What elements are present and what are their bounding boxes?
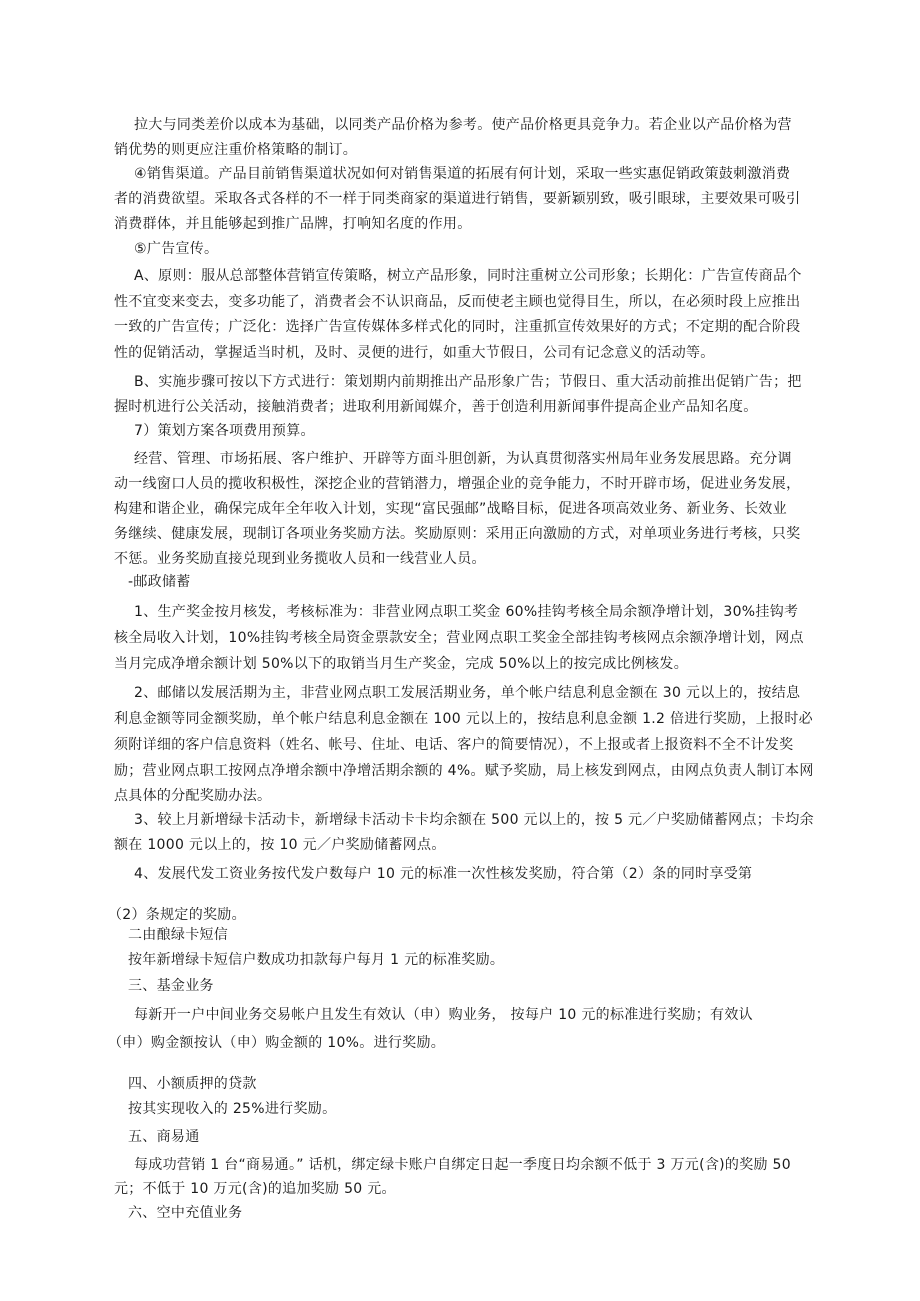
text-line: 元；不低于 10 万元(含)的追加奖励 50 元。	[114, 1181, 396, 1197]
text-line: 性的促销活动，掌握适当时机，及时、灵便的进行，如重大节假日，公司有记念意义的活动等。	[114, 345, 715, 361]
text-line: 者的消费欲望。采取各式各样的不一样于同类商家的渠道进行销售，要新颖别致，吸引眼球，主要效果可吸引	[114, 191, 801, 207]
text-line: （2）条规定的奖励。	[108, 907, 246, 923]
text-line: 动一线窗口人员的揽收积极性，深挖企业的营销潜力，增强企业的竞争能力，不时开辟市场，促进业务发展，	[114, 476, 801, 492]
text-line: ⑤广告宣传。	[134, 241, 219, 257]
text-line: 销优势的则更应注重价格策略的制订。	[114, 142, 358, 158]
text-line: A、原则：服从总部整体营销宣传策略，树立产品形象，同时注重树立公司形象；长期化：广告宣传商品个	[134, 268, 802, 284]
text-line: 额在 1000 元以上的，按 10 元／户奖励储蓄网点。	[114, 837, 446, 853]
text-line: 点具体的分配奖励办法。	[114, 788, 272, 804]
text-line: 握时机进行公关活动，接触消费者；进取利用新闻媒介，善于创造利用新闻事件提高企业产品知名度。	[114, 399, 758, 415]
text-line: 一致的广告宣传；广泛化：选择广告宣传媒体多样式化的同时，注重抓宣传效果好的方式；不定期的配合阶段	[114, 319, 801, 335]
text-line: 消费群体，并且能够起到推广品牌，打响知名度的作用。	[114, 216, 472, 232]
text-line: 务继续、健康发展，现制订各项业务奖励方法。奖励原则：采用正向激励的方式，对单项业务进行考核，只奖	[114, 526, 801, 542]
text-line: 按年新增绿卡短信户数成功扣款每户每月 1 元的标准奖励。	[128, 952, 505, 968]
text-line: 构建和谐企业，确保完成年全年收入计划，实现“富民强邮”战略目标，促进各项高效业务、新业务、长效业	[114, 501, 787, 517]
section-heading: 五、商易通	[128, 1129, 200, 1145]
text-line: 7）策划方案各项费用预算。	[134, 423, 315, 439]
text-line: 经营、管理、市场拓展、客户维护、开辟等方面斗胆创新，为认真贯彻落实州局年业务发展思路。充分调	[134, 451, 792, 467]
text-line: 性不宜变来变去，变多功能了，消费者会不认识商品，反而使老主顾也觉得目生，所以，在必须时段上应推出	[114, 294, 801, 310]
text-line: 4、发展代发工资业务按代发户数每户 10 元的标准一次性核发奖励，符合第（2）条的同时享受第	[134, 866, 753, 882]
section-heading: 二由酿绿卡短信	[128, 927, 229, 943]
text-line: 每成功营销 1 台“商易通。” 话机，绑定绿卡账户自绑定日起一季度日均余额不低于 3 万元(含)的奖励 50	[134, 1157, 791, 1173]
text-line: 当月完成净增余额计划 50%以下的取销当月生产奖金，完成 50%以上的按完成比例核发。	[114, 656, 689, 672]
text-line: 1、生产奖金按月核发，考核标准为：非营业网点职工奖金 60%挂钩考核全局余额净增计划，30%挂钩考	[134, 604, 799, 620]
text-line: 每新开一户中间业务交易帐户且发生有效认（申）购业务， 按每户 10 元的标准进行奖励；有效认	[134, 1007, 753, 1023]
section-heading: -邮政储蓄	[128, 574, 191, 590]
text-line: 按其实现收入的 25%进行奖励。	[128, 1101, 337, 1117]
section-heading: 四、小额质押的贷款	[128, 1076, 257, 1092]
section-heading: 六、空中充值业务	[128, 1205, 243, 1221]
text-line: 2、邮储以发展活期为主，非营业网点职工发展活期业务，单个帐户结息利息金额在 30 元以上的，按结息	[134, 685, 801, 701]
text-line: 核全局收入计划，10%挂钩考核全局资金票款安全；营业网点职工奖金全部挂钩考核网点余额净增计划，网点	[114, 630, 804, 646]
text-line: 利息金额等同金额奖励，单个帐户结息利息金额在 100 元以上的，按结息利息金额 1.2 倍进行奖励，上报时必	[114, 711, 813, 727]
text-line: ④销售渠道。产品目前销售渠道状况如何对销售渠道的拓展有何计划，采取一些实惠促销政策鼓刺激消费	[134, 166, 791, 182]
text-line: 须附详细的客户信息资料（姓名、帐号、住址、电话、客户的简要情况），不上报或者上报资料不全不计发奖	[114, 737, 794, 753]
text-line: 3、较上月新增绿卡活动卡，新增绿卡活动卡卡均余额在 500 元以上的，按 5 元／户奖励储蓄网点；卡均余	[134, 812, 814, 828]
text-line: B、实施步骤可按以下方式进行：策划期内前期推出产品形象广告；节假日、重大活动前推出促销广告；把	[134, 374, 802, 390]
section-heading: 三、基金业务	[128, 978, 214, 994]
text-line: 拉大与同类差价以成本为基础，以同类产品价格为参考。使产品价格更具竞争力。若企业以产品价格为营	[134, 117, 792, 133]
text-line: （申）购金额按认（申）购金额的 10%。进行奖励。	[108, 1035, 446, 1051]
text-line: 励；营业网点职工按网点净增余额中净增活期余额的 4%。赋予奖励，局上核发到网点，由网点负责人制订本网	[114, 763, 814, 779]
text-line: 不惩。业务奖励直接兑现到业务揽收人员和一线营业人员。	[114, 551, 486, 567]
